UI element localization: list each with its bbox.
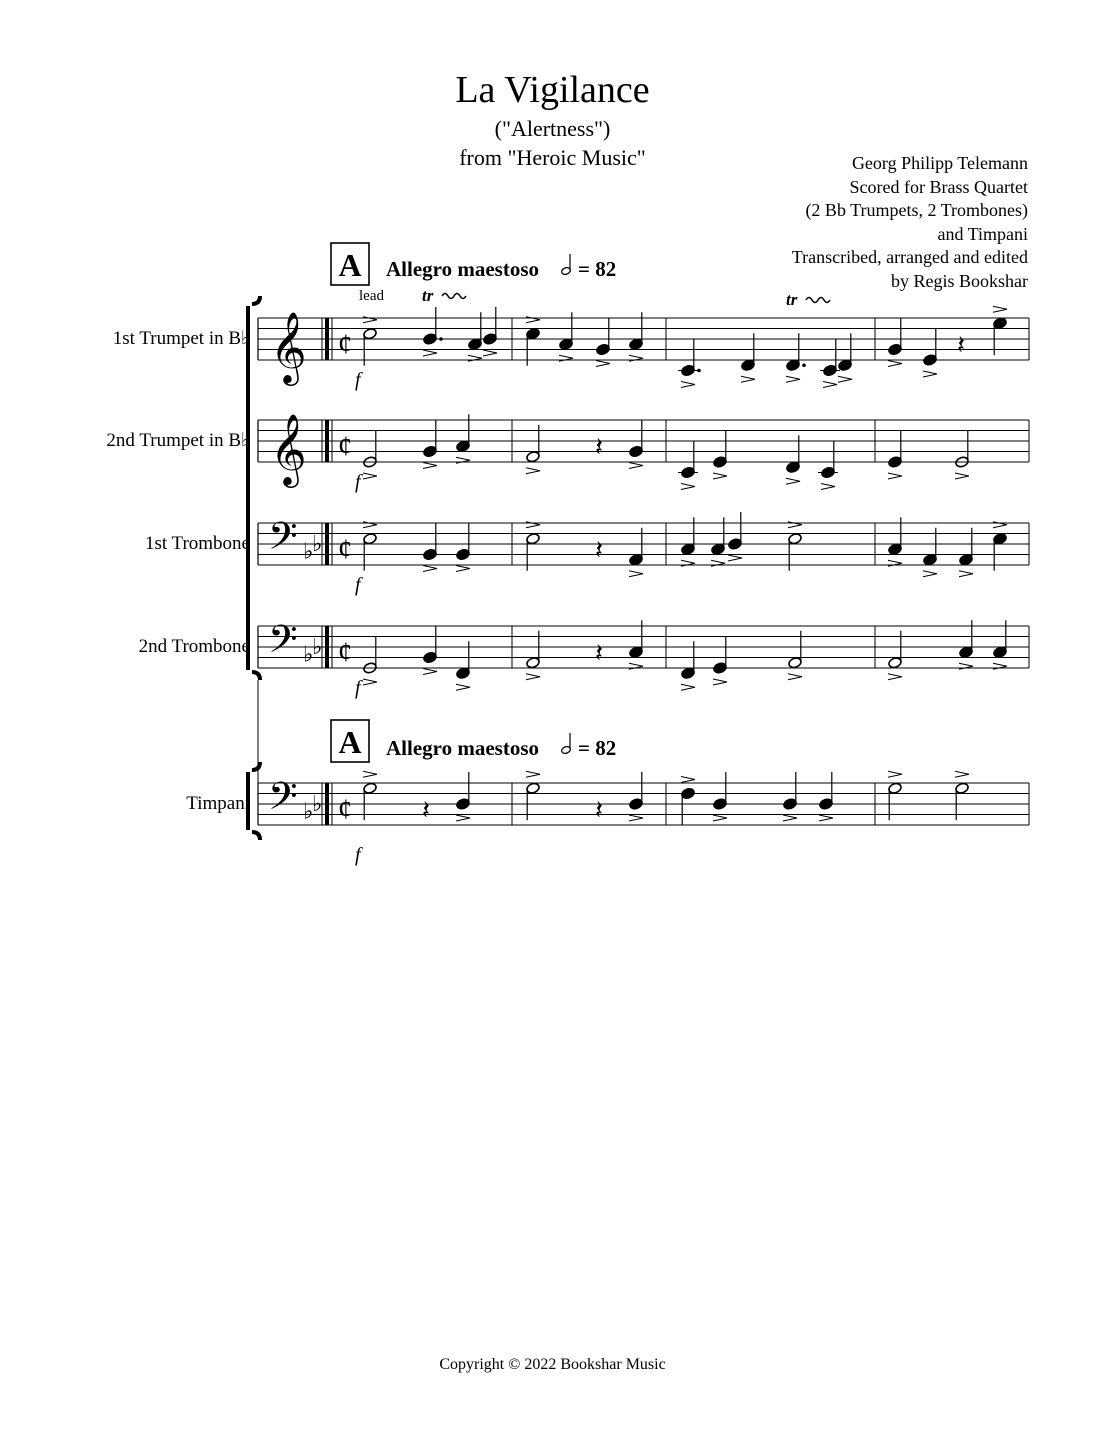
note-head <box>788 532 803 545</box>
dynamic-forte: f <box>355 369 361 391</box>
accent-mark <box>888 361 902 367</box>
accent-mark <box>955 771 969 777</box>
note-head <box>955 782 970 795</box>
note-head <box>629 798 644 811</box>
note-head <box>993 532 1008 545</box>
instrument-label-trumpet-2: 2nd Trumpet in B♭ <box>106 430 250 451</box>
note-head <box>819 798 834 811</box>
quarter-rest-icon: 𝄽 <box>595 795 603 825</box>
note-head <box>363 532 378 545</box>
trill-mark-2 <box>786 290 830 309</box>
note-head <box>526 327 541 340</box>
accent-mark <box>713 679 727 685</box>
staff-trombone-2 <box>258 619 1029 700</box>
tempo-value: = 82 <box>578 736 617 760</box>
note-head <box>923 354 938 367</box>
tempo-text: Allegro maestoso <box>386 257 539 281</box>
accent-mark <box>819 815 833 821</box>
note-head <box>711 543 726 556</box>
instrument-label-trombone-1: 1st Trombone <box>144 533 250 554</box>
copyright-footer: Copyright © 2022 Bookshar Music <box>439 1356 666 1373</box>
flat-icon: ♭ <box>303 538 314 564</box>
credit-arranger-line: Transcribed, arranged and edited <box>791 247 1028 267</box>
accent-mark <box>788 674 802 680</box>
note-head <box>363 327 378 340</box>
note-head <box>456 548 471 561</box>
staff-trumpet-2 <box>258 414 1029 493</box>
note-head <box>788 656 803 669</box>
note-head <box>923 553 938 566</box>
credit-scoring: Scored for Brass Quartet <box>849 176 1028 197</box>
accent-mark <box>923 371 937 377</box>
cut-time-icon: ¢ <box>338 329 352 361</box>
augmentation-dot <box>439 337 443 341</box>
note-head <box>456 440 471 453</box>
credit-instruments: (2 Bb Trumpets, 2 Trombones) <box>805 200 1028 220</box>
flat-icon: ♭ <box>303 798 314 824</box>
note-head <box>993 646 1008 659</box>
accent-mark <box>959 571 973 577</box>
instrument-label-timpani: Timpani <box>186 793 250 814</box>
accent-mark <box>888 771 902 777</box>
accent-mark <box>993 306 1007 312</box>
cut-time-icon: ¢ <box>338 534 352 566</box>
instrument-label-trumpet-1: 1st Trumpet in B♭ <box>112 328 250 349</box>
accent-mark <box>888 473 902 479</box>
treble-clef-icon: 𝄞 <box>270 416 307 484</box>
double-barline <box>325 420 329 462</box>
accent-mark <box>596 361 610 367</box>
tempo-value: = 82 <box>578 257 617 281</box>
subtitle: ("Alertness") <box>494 116 611 141</box>
accent-mark <box>786 376 800 382</box>
double-barline <box>325 523 329 565</box>
flat-icon: ♭ <box>312 790 323 816</box>
double-barline <box>325 318 329 360</box>
note-head <box>888 343 903 356</box>
note-head <box>993 317 1008 330</box>
note-head <box>423 333 438 346</box>
note-head <box>468 338 483 351</box>
svg-text:tr: tr <box>786 290 798 309</box>
note-head <box>783 798 798 811</box>
bass-clef-icon: 𝄢 <box>268 775 298 827</box>
accent-mark <box>363 679 377 685</box>
note-head <box>888 456 903 469</box>
note-head <box>681 543 696 556</box>
accent-mark <box>713 473 727 479</box>
staff-trombone-1 <box>258 516 1029 597</box>
quarter-rest-icon: 𝄽 <box>957 330 965 360</box>
note-head <box>526 450 541 463</box>
rehearsal-letter: A <box>338 724 362 760</box>
accent-mark <box>483 350 497 356</box>
accent-mark <box>363 473 377 479</box>
note-head <box>713 662 728 675</box>
note-head <box>629 338 644 351</box>
accent-mark <box>423 566 437 572</box>
bass-clef-icon: 𝄢 <box>268 618 298 670</box>
accent-mark <box>423 350 437 356</box>
accent-mark <box>728 555 742 561</box>
note-head <box>423 548 438 561</box>
accent-mark <box>888 674 902 680</box>
dynamic-forte: f <box>355 574 361 596</box>
accent-mark <box>456 566 470 572</box>
instrument-label-trombone-2: 2nd Trombone <box>138 636 250 657</box>
note-head <box>713 456 728 469</box>
credit-timpani: and Timpani <box>937 223 1028 244</box>
note-head <box>681 667 696 680</box>
staff-timpani <box>258 776 1029 867</box>
note-head <box>423 445 438 458</box>
note-head <box>456 667 471 680</box>
tempo-marking-brass <box>386 254 616 281</box>
accent-mark <box>526 771 540 777</box>
flat-icon: ♭ <box>312 633 323 659</box>
accent-mark <box>681 484 695 490</box>
staff-trumpet-1 <box>258 312 1029 391</box>
note-head <box>713 798 728 811</box>
note-head <box>526 656 541 669</box>
rehearsal-mark-timpani <box>331 720 369 762</box>
svg-text:tr: tr <box>422 286 434 305</box>
accent-mark <box>955 473 969 479</box>
quarter-rest-icon: 𝄽 <box>595 638 603 668</box>
note-head <box>483 333 498 346</box>
accent-mark <box>629 463 643 469</box>
accent-mark <box>629 571 643 577</box>
note-head <box>786 461 801 474</box>
dynamic-forte: f <box>355 471 361 493</box>
accent-mark <box>783 815 797 821</box>
note-head <box>728 538 743 551</box>
accent-mark <box>681 777 695 783</box>
rehearsal-letter: A <box>338 247 362 283</box>
accent-mark <box>713 815 727 821</box>
accent-mark <box>456 684 470 690</box>
accent-mark <box>838 376 852 382</box>
note-head <box>423 651 438 664</box>
flat-icon: ♭ <box>303 641 314 667</box>
accent-mark <box>526 468 540 474</box>
double-barline <box>325 626 329 668</box>
accent-mark <box>923 571 937 577</box>
accent-mark <box>629 815 643 821</box>
note-head <box>596 343 611 356</box>
treble-clef-icon: 𝄞 <box>270 314 307 382</box>
note-head <box>363 782 378 795</box>
rehearsal-mark-brass <box>331 243 369 285</box>
accent-mark <box>681 382 695 388</box>
subtitle-source: from "Heroic Music" <box>459 145 646 170</box>
accent-mark <box>821 484 835 490</box>
dynamic-forte: f <box>355 844 361 866</box>
cut-time-icon: ¢ <box>338 794 352 826</box>
lead-annotation: lead <box>359 288 384 304</box>
cut-time-icon: ¢ <box>338 637 352 669</box>
cut-time-icon: ¢ <box>338 431 352 463</box>
dynamic-forte: f <box>355 677 361 699</box>
accent-mark <box>823 382 837 388</box>
accent-mark <box>456 815 470 821</box>
page-title: La Vigilance <box>455 69 650 111</box>
note-head <box>526 782 541 795</box>
tempo-marking-timpani <box>386 733 616 760</box>
note-head <box>526 532 541 545</box>
note-head <box>959 646 974 659</box>
note-head <box>629 445 644 458</box>
tempo-text: Allegro maestoso <box>386 736 539 760</box>
note-head <box>959 553 974 566</box>
augmentation-dot <box>802 363 806 367</box>
note-head <box>888 782 903 795</box>
quarter-rest-icon: 𝄽 <box>422 795 430 825</box>
note-head <box>888 543 903 556</box>
note-head <box>456 798 471 811</box>
accent-mark <box>681 684 695 690</box>
note-head <box>559 338 574 351</box>
note-head <box>838 359 853 372</box>
note-head <box>629 553 644 566</box>
accent-mark <box>363 771 377 777</box>
trill-mark-1 <box>422 286 466 305</box>
bass-clef-icon: 𝄢 <box>268 515 298 567</box>
note-head <box>786 359 801 372</box>
credit-composer: Georg Philipp Telemann <box>851 153 1028 173</box>
note-head <box>741 359 756 372</box>
note-head <box>629 646 644 659</box>
quarter-rest-icon: 𝄽 <box>595 432 603 462</box>
quarter-rest-icon: 𝄽 <box>595 535 603 565</box>
accent-mark <box>423 669 437 675</box>
accent-mark <box>526 674 540 680</box>
note-head <box>888 656 903 669</box>
accent-mark <box>423 463 437 469</box>
flat-icon: ♭ <box>312 530 323 556</box>
double-barline <box>325 783 329 825</box>
staff-system <box>248 296 1029 866</box>
accent-mark <box>741 376 755 382</box>
note-head <box>681 787 696 800</box>
credit-arranger-name: by Regis Bookshar <box>891 270 1028 291</box>
accent-mark <box>786 478 800 484</box>
